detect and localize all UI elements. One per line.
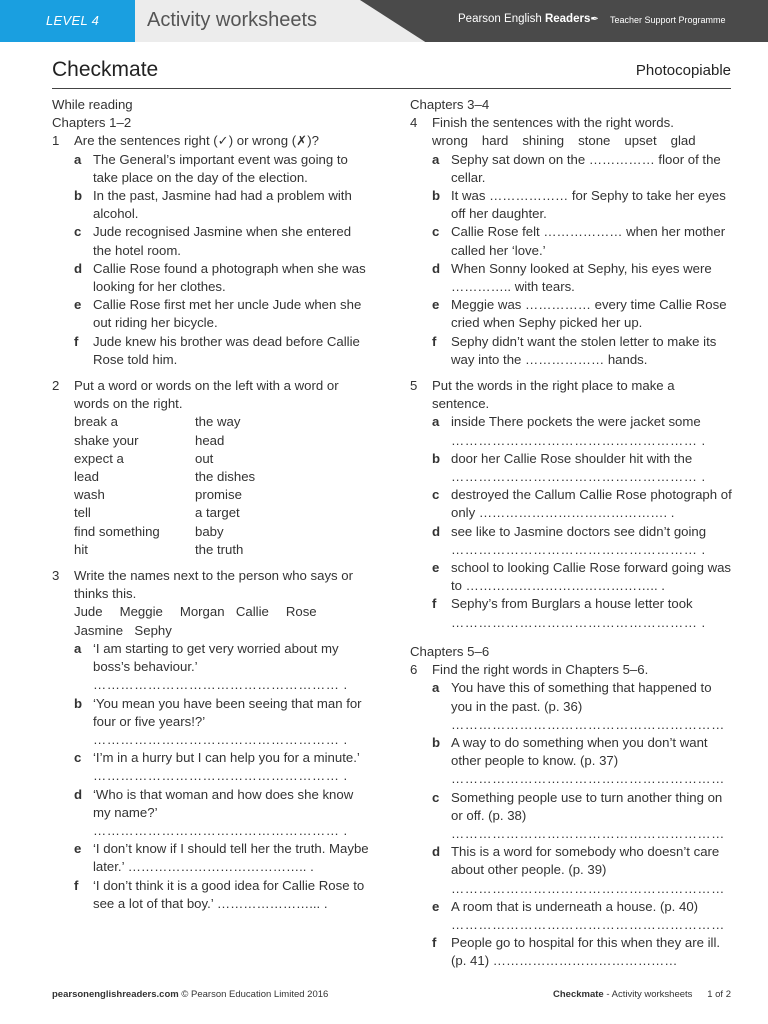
list-item: b ‘You mean you have been seeing that man for four or five years!?’ ……………………………………………… . <box>74 695 362 747</box>
answer-line: ……………………………………………… . <box>451 432 706 448</box>
list-item: d When Sonny looked at Sephy, his eyes were ………….. with tears. <box>432 260 712 295</box>
list-item: f Sephy didn’t want the stolen letter to make its way into the ……………… hands. <box>432 333 717 367</box>
section-heading: While reading <box>52 97 133 112</box>
list-item: tell a target <box>74 505 240 521</box>
list-item: c Something people use to turn another thing on or off. (p. 38) …………………………………………………… <box>432 789 725 841</box>
list-item: d This is a word for somebody who doesn’t care about other people. (p. 39) …………………………………………………… <box>432 844 725 896</box>
list-item: e Meggie was …………… every time Callie Rose cried when Sephy picked her up. <box>432 297 727 331</box>
pen-icon: ✒ <box>590 14 599 25</box>
list-item: f ‘I don’t think it is a good idea for Callie Rose to see a lot of that boy.’ …………………... . <box>74 877 365 911</box>
answer-line: …………………………………………………… <box>451 716 725 732</box>
answer-line: ……………………………………………… . <box>93 731 348 747</box>
list-item: c ‘I’m in a hurry but I can help you for a minute.’ ……………………………………………… . <box>74 750 360 784</box>
answer-line: ……………………………………………… . <box>93 822 348 838</box>
list-item: e A room that is underneath a house. (p. 40) …………………………………………………… <box>432 898 725 932</box>
question-1: 1 Are the sentences right (✓) or wrong (✗)? <box>52 133 319 149</box>
list-item: b A way to do something when you don’t want other people to know. (p. 37) …………………………………………………… <box>432 734 725 787</box>
level-badge <box>0 0 135 42</box>
header-title: Activity worksheets <box>147 9 318 31</box>
list-item: hit the truth <box>74 541 244 557</box>
answer-line: ……………………………………………… . <box>451 469 706 485</box>
list-item: lead the dishes <box>74 469 256 485</box>
document-title: Checkmate <box>52 58 159 81</box>
chapters-heading: Chapters 1–2 <box>52 115 132 131</box>
book-title: Checkmate <box>553 989 604 1000</box>
list-item: b In the past, Jasmine had had a problem with alcohol. <box>74 188 352 222</box>
list-item: wash promise <box>74 487 242 503</box>
list-item: d ‘Who is that woman and how does she know my name?’ ……………………………………………… . <box>74 786 354 838</box>
answer-line: …………………………………………………… <box>451 880 725 896</box>
right-column <box>410 96 732 971</box>
list-item: e Callie Rose first met her uncle Jude when she out riding her bicycle. <box>74 297 362 331</box>
list-item: find something baby <box>74 523 224 539</box>
list-item: a Sephy sat down on the …………… floor of the cellar. <box>432 151 721 185</box>
question-5: 5 Put the words in the right place to make a sentence. <box>410 378 675 412</box>
left-column <box>52 96 372 913</box>
list-item: c Jude recognised Jasmine when she entered the hotel room. <box>74 224 352 258</box>
list-item: a ‘I am starting to get very worried about my boss’s behaviour.’ ……………………………………………… . <box>74 640 348 693</box>
website-link[interactable]: pearsonenglishreaders.com <box>52 989 179 1000</box>
list-item: a You have this of something that happened to you in the past. (p. 36) …………………………………………………… <box>432 680 725 732</box>
header-bar <box>0 0 768 42</box>
list-item: e school to looking Callie Rose forward going was to …………………………………….. . <box>432 560 732 594</box>
chapters-heading: Chapters 5–6 <box>410 643 490 659</box>
word-pairs <box>52 413 372 559</box>
answer-line: …………………………………………………… <box>451 916 725 932</box>
page-number: 1 of 2 <box>707 989 731 1000</box>
list-item: f Jude knew his brother was dead before Callie Rose told him. <box>74 333 360 367</box>
answer-line: …………………………………………………… <box>451 825 725 841</box>
list-item: f Sephy’s from Burglars a house letter took ……………………………………………… . <box>432 596 706 630</box>
answer-line: …………………………………………………… <box>451 771 725 787</box>
answer-line: ……………………………………………… . <box>93 768 348 784</box>
footer-right: Checkmate - Activity worksheets <box>553 989 693 1000</box>
list-item: e ‘I don’t know if I should tell her the truth. Maybe later.’ ………………………………….. . <box>74 841 369 875</box>
list-item: expect a out <box>74 450 214 466</box>
chapters-heading: Chapters 3–4 <box>410 97 490 112</box>
question-3: 3 Write the names next to the person who says or thinks this. <box>52 568 354 602</box>
photocopiable-label: Photocopiable <box>635 62 731 79</box>
brand-name: Pearson English Readers✒ <box>458 13 599 25</box>
list-item: a The General’s important event was going to take place on the day of the election. <box>74 151 348 185</box>
question-6: 6 Find the right words in Chapters 5–6. <box>410 662 649 678</box>
support-programme: Teacher Support Programme <box>610 15 726 25</box>
title-divider <box>52 88 731 89</box>
word-box: wrong hard shining stone upset glad <box>432 133 696 149</box>
list-item: shake your head <box>74 432 225 448</box>
answer-line: ……………………………………………… . <box>451 541 706 557</box>
list-item: f People go to hospital for this when they are ill. (p. 41) …………………………………… <box>432 935 721 969</box>
list-item: c destroyed the Callum Callie Rose photograph of only ……………………………………. . <box>432 487 732 521</box>
list-item: break a the way <box>74 414 241 430</box>
name-list: Jude Meggie Morgan Callie Rose Jasmine Sephy <box>74 604 334 638</box>
list-item: c Callie Rose felt ……………… when her mother called her ‘love.’ <box>432 224 726 258</box>
list-item: a inside There pockets the were jacket some ……………………………………………… . <box>432 414 706 448</box>
answer-line: ……………………………………………… . <box>451 614 706 630</box>
list-item: b door her Callie Rose shoulder hit with the ……………………………………………… . <box>432 450 706 485</box>
question-4: 4 Finish the sentences with the right words. <box>410 115 674 131</box>
footer-left <box>52 989 328 1000</box>
list-item: d see like to Jasmine doctors see didn’t going ……………………………………………… . <box>432 523 707 557</box>
answer-line: ……………………………………………… . <box>93 677 348 693</box>
copyright: © Pearson Education Limited 2016 <box>181 989 329 1000</box>
list-item: d Callie Rose found a photograph when she was looking for her clothes. <box>74 260 366 295</box>
level-label: LEVEL 4 <box>46 13 100 28</box>
question-2: 2 Put a word or words on the left with a word or words on the right. <box>52 378 339 412</box>
list-item: b It was ……………… for Sephy to take her eyes off her daughter. <box>432 188 726 222</box>
